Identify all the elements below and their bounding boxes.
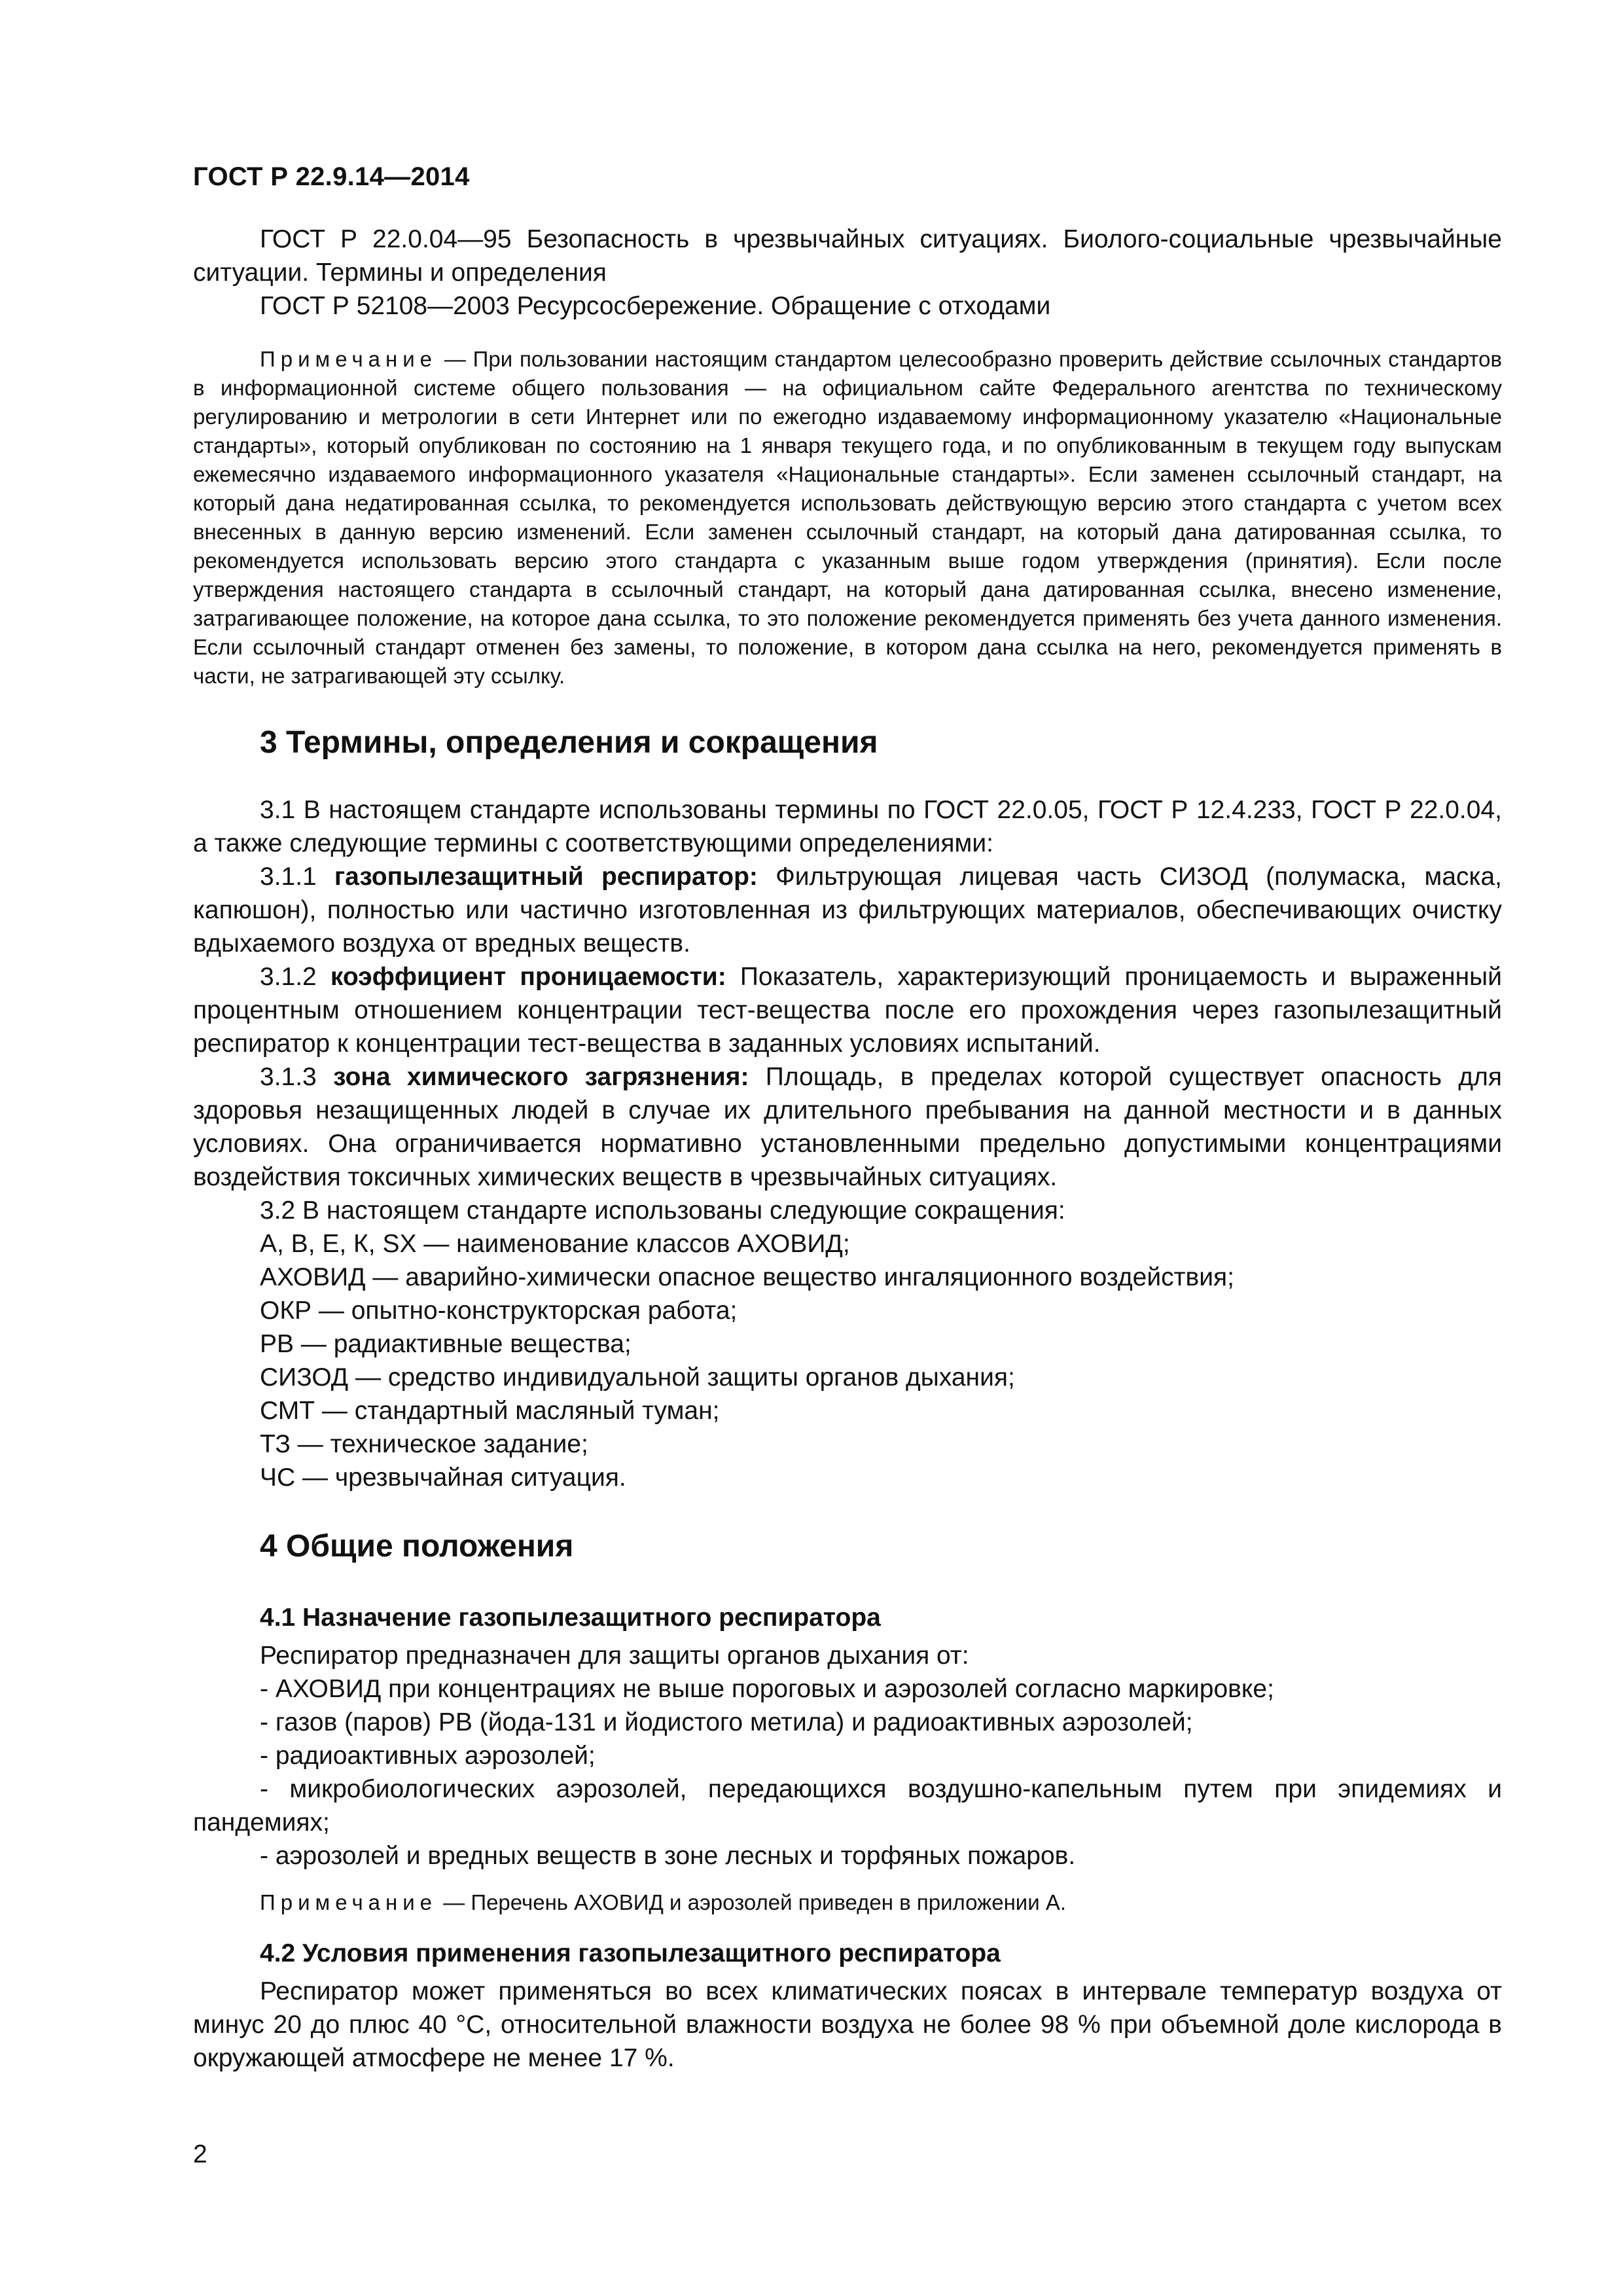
subsection-4-2-heading: 4.2 Условия применения газопылезащитного респиратора bbox=[260, 1939, 1001, 1967]
protection-item: - аэрозолей и вредных веществ в зоне лесных и торфяных пожаров. bbox=[260, 1842, 1076, 1870]
references-note bbox=[193, 345, 1502, 691]
term-name: коэффициент проницаемости: bbox=[330, 963, 726, 991]
term-definition: Фильтрующая лицевая часть СИЗОД (полумаска, маска, капюшон), полностью или частично изготовленная из фильтрующих материалов, обеспечивающих очистку вдыхаемого воздуха от вредных веществ. bbox=[193, 863, 1502, 958]
abbreviation-item: АХОВИД — аварийно-химически опасное вещество ингаляционного воздействия; bbox=[260, 1263, 1234, 1291]
reference-gost-52108: ГОСТ Р 52108—2003 Ресурсосбережение. Обращение с отходами bbox=[260, 292, 1051, 320]
abbreviation-item: ЧС — чрезвычайная ситуация. bbox=[260, 1463, 626, 1492]
section-3-heading: 3 Термины, определения и сокращения bbox=[260, 725, 878, 760]
abbreviation-item: РВ — радиактивные вещества; bbox=[260, 1330, 632, 1358]
abbreviation-item: А, В, Е, К, SX — наименование классов АХОВИД; bbox=[260, 1230, 850, 1258]
term-3-1-1 bbox=[193, 860, 1502, 960]
paragraph-4-1-intro: Респиратор предназначен для защиты органов дыхания от: bbox=[260, 1641, 969, 1670]
abbreviation-item: ОКР — опытно-конструкторская работа; bbox=[260, 1297, 738, 1325]
paragraph-4-2: Респиратор может применяться во всех климатических поясах в интервале температур воздуха от минус 20 до плюс 40 °С, относительной влажности воздуха не более 98 % при объемной доле кислорода в окружающей атмосфере не менее 17 %. bbox=[193, 1977, 1502, 2072]
term-definition: Площадь, в пределах которой существует опасность для здоровья незащищенных людей в случае их длительного пребывания на данной местности и в данных условиях. Она ограничивается нормативно установленными предельно допустимыми концентрациями воздействия токсичных химических веществ в чрезвычайных ситуациях. bbox=[193, 1063, 1502, 1191]
abbreviation-item: СМТ — стандартный масляный туман; bbox=[260, 1397, 720, 1425]
paragraph-3-2: 3.2 В настоящем стандарте использованы следующие сокращения: bbox=[260, 1196, 1065, 1225]
abbreviations-list bbox=[193, 1227, 1502, 1494]
term-3-1-3 bbox=[193, 1060, 1502, 1194]
note-label: Примечание bbox=[260, 1890, 438, 1914]
section-4-1-note bbox=[193, 1888, 1502, 1917]
reference-gost-22-0-04: ГОСТ Р 22.0.04—95 Безопасность в чрезвычайных ситуациях. Биолого-социальные чрезвычайные ситуации. Термины и определения bbox=[193, 225, 1502, 287]
protection-item: - микробиологических аэрозолей, передающихся воздушно-капельным путем при эпидемиях и пандемиях; bbox=[193, 1775, 1502, 1837]
abbreviation-item: ТЗ — техническое задание; bbox=[260, 1430, 588, 1458]
page-number: 2 bbox=[193, 2140, 207, 2168]
protection-item: - газов (паров) РВ (йода-131 и йодистого метила) и радиоактивных аэрозолей; bbox=[260, 1708, 1193, 1736]
document-code-header: ГОСТ Р 22.9.14—2014 bbox=[193, 162, 470, 191]
term-3-1-2 bbox=[193, 960, 1502, 1060]
term-name: зона химического загрязнения: bbox=[333, 1063, 749, 1091]
subsection-4-1-heading: 4.1 Назначение газопылезащитного респиратора bbox=[260, 1604, 881, 1632]
term-name: газопылезащитный респиратор: bbox=[334, 863, 758, 891]
term-number: 3.1.3 bbox=[260, 1063, 334, 1091]
protection-item: - радиоактивных аэрозолей; bbox=[260, 1742, 596, 1770]
paragraph-3-1: 3.1 В настоящем стандарте использованы термины по ГОСТ 22.0.05, ГОСТ Р 12.4.233, ГОСТ Р 22.0.04, а также следующие термины с соответствующими определениями: bbox=[193, 796, 1502, 857]
term-definition: Показатель, характеризующий проницаемость и выраженный процентным отношением концентрации тест-вещества после его прохождения через газопылезащитный респиратор к концентрации тест-вещества в заданных условиях испытаний. bbox=[193, 963, 1502, 1058]
term-number: 3.1.2 bbox=[260, 963, 330, 991]
note-text: — Перечень АХОВИД и аэрозолей приведен в приложении А. bbox=[437, 1890, 1067, 1914]
section-4-heading: 4 Общие положения bbox=[260, 1529, 574, 1564]
page-content bbox=[193, 223, 1502, 2075]
protection-item: - АХОВИД при концентрациях не выше пороговых и аэрозолей согласно маркировке; bbox=[260, 1675, 1274, 1703]
note-label: Примечание bbox=[260, 347, 438, 371]
term-number: 3.1.1 bbox=[260, 863, 334, 891]
note-text: — При пользовании настоящим стандартом целесообразно проверить действие ссылочных стандартов в информационной системе общего пользования — на официальном сайте Федерального агентства по техническому регулированию и метрологии в сети Интернет или по ежегодно издаваемому информационному указателю «Национальные стандарты», который опубликован по состоянию на 1 января текущего года, и по опубликованным в текущем году выпускам ежемесячно издаваемого информационного указателя «Национальные стандарты». Если заменен ссылочный стандарт, на который дана недатированная ссылка, то рекомендуется использовать действующую версию этого стандарта с учетом всех внесенных в данную версию изменений. Если заменен ссылочный стандарт, на который дана датированная ссылка, то рекомендуется использовать версию этого стандарта с указанным выше годом утверждения (принятия). Если после утверждения настоящего стандарта в ссылочный стандарт, на который дана датированная ссылка, внесено изменение, затрагивающее положение, на которое дана ссылка, то это положение рекомендуется применять без учета данного изменения. Если ссылочный стандарт отменен без замены, то положение, в котором дана ссылка на него, рекомендуется применять в части, не затрагивающей эту ссылку. bbox=[193, 347, 1502, 688]
abbreviation-item: СИЗОД — средство индивидуальной защиты органов дыхания; bbox=[260, 1363, 1015, 1391]
protection-list bbox=[193, 1672, 1502, 1873]
